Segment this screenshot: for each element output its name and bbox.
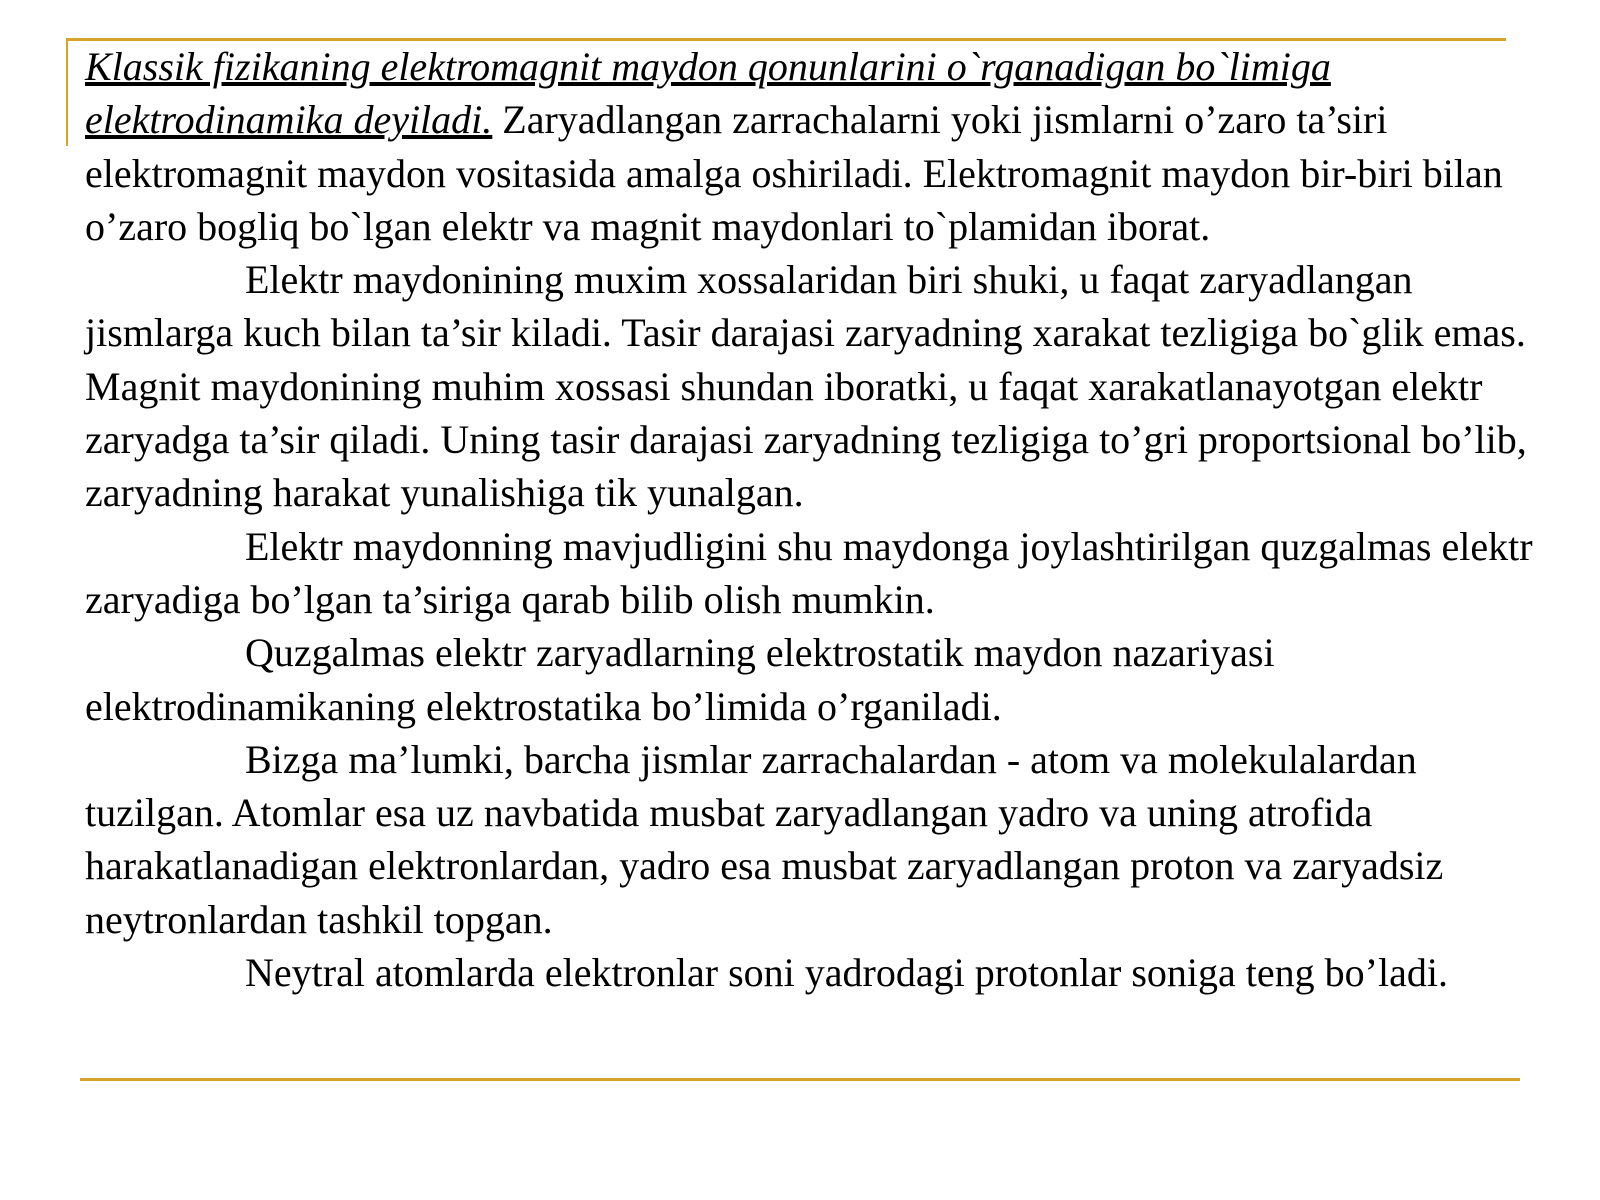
bottom-accent-rule: [80, 1078, 1520, 1081]
definition-lead: Klassik fizikaning elektromagnit maydon qonunlarini o`rganadigan bo`limiga elektrodinamika deyiladi.: [85, 44, 1331, 143]
paragraph-field-detection: Elektr maydonning mavjudligini shu maydonga joylashtirilgan quzgalmas elektr zaryadiga bo’lgan ta’siriga qarab bilib olish mumkin.: [85, 523, 1533, 622]
left-accent-rule: [66, 38, 68, 146]
paragraph-neutral-atoms: Neytral atomlarda elektronlar soni yadrodagi protonlar soniga teng bo’ladi.: [245, 950, 1448, 996]
paragraph-atom-structure: Bizga ma’lumki, barcha jismlar zarrachalardan - atom va molekulalardan tuzilgan. Atomlar esa uz navbatida musbat zaryadlangan yadro va uning atrofida harakatlanadigan elektronlardan, yadro esa musbat zaryadlangan proton va zaryadsiz neytronlardan tashkil topgan.: [85, 736, 1444, 942]
slide-body: [85, 40, 1535, 999]
paragraph-electric-magnetic-fields: Elektr maydonining muxim xossalaridan biri shuki, u faqat zaryadlangan jismlarga kuch bilan ta’sir kiladi. Tasir darajasi zaryadning xarakat tezligiga bo`glik emas. Magnit maydonining muhim xossasi shundan iboratki, u faqat xarakatlanayotgan elektr zaryadga ta’sir qiladi. Uning tasir darajasi zaryadning tezligiga to’gri proportsional bo’lib, zaryadning harakat yunalishiga tik yunalgan.: [85, 257, 1527, 516]
paragraph-intro: [85, 40, 1535, 253]
intro-rest: Zaryadlangan zarrachalarni yoki jismlarni o’zaro ta’siri elektromagnit maydon vositasida amalga oshiriladi. Elektromagnit maydon bir-biri bilan o’zaro bogliq bo`lgan elektr va magnit maydonlari to`plamidan iborat.: [85, 97, 1503, 249]
paragraph-electrostatics: Quzgalmas elektr zaryadlarning elektrostatik maydon nazariyasi elektrodinamikaning elektrostatika bo’limida o’rganiladi.: [85, 630, 1275, 729]
